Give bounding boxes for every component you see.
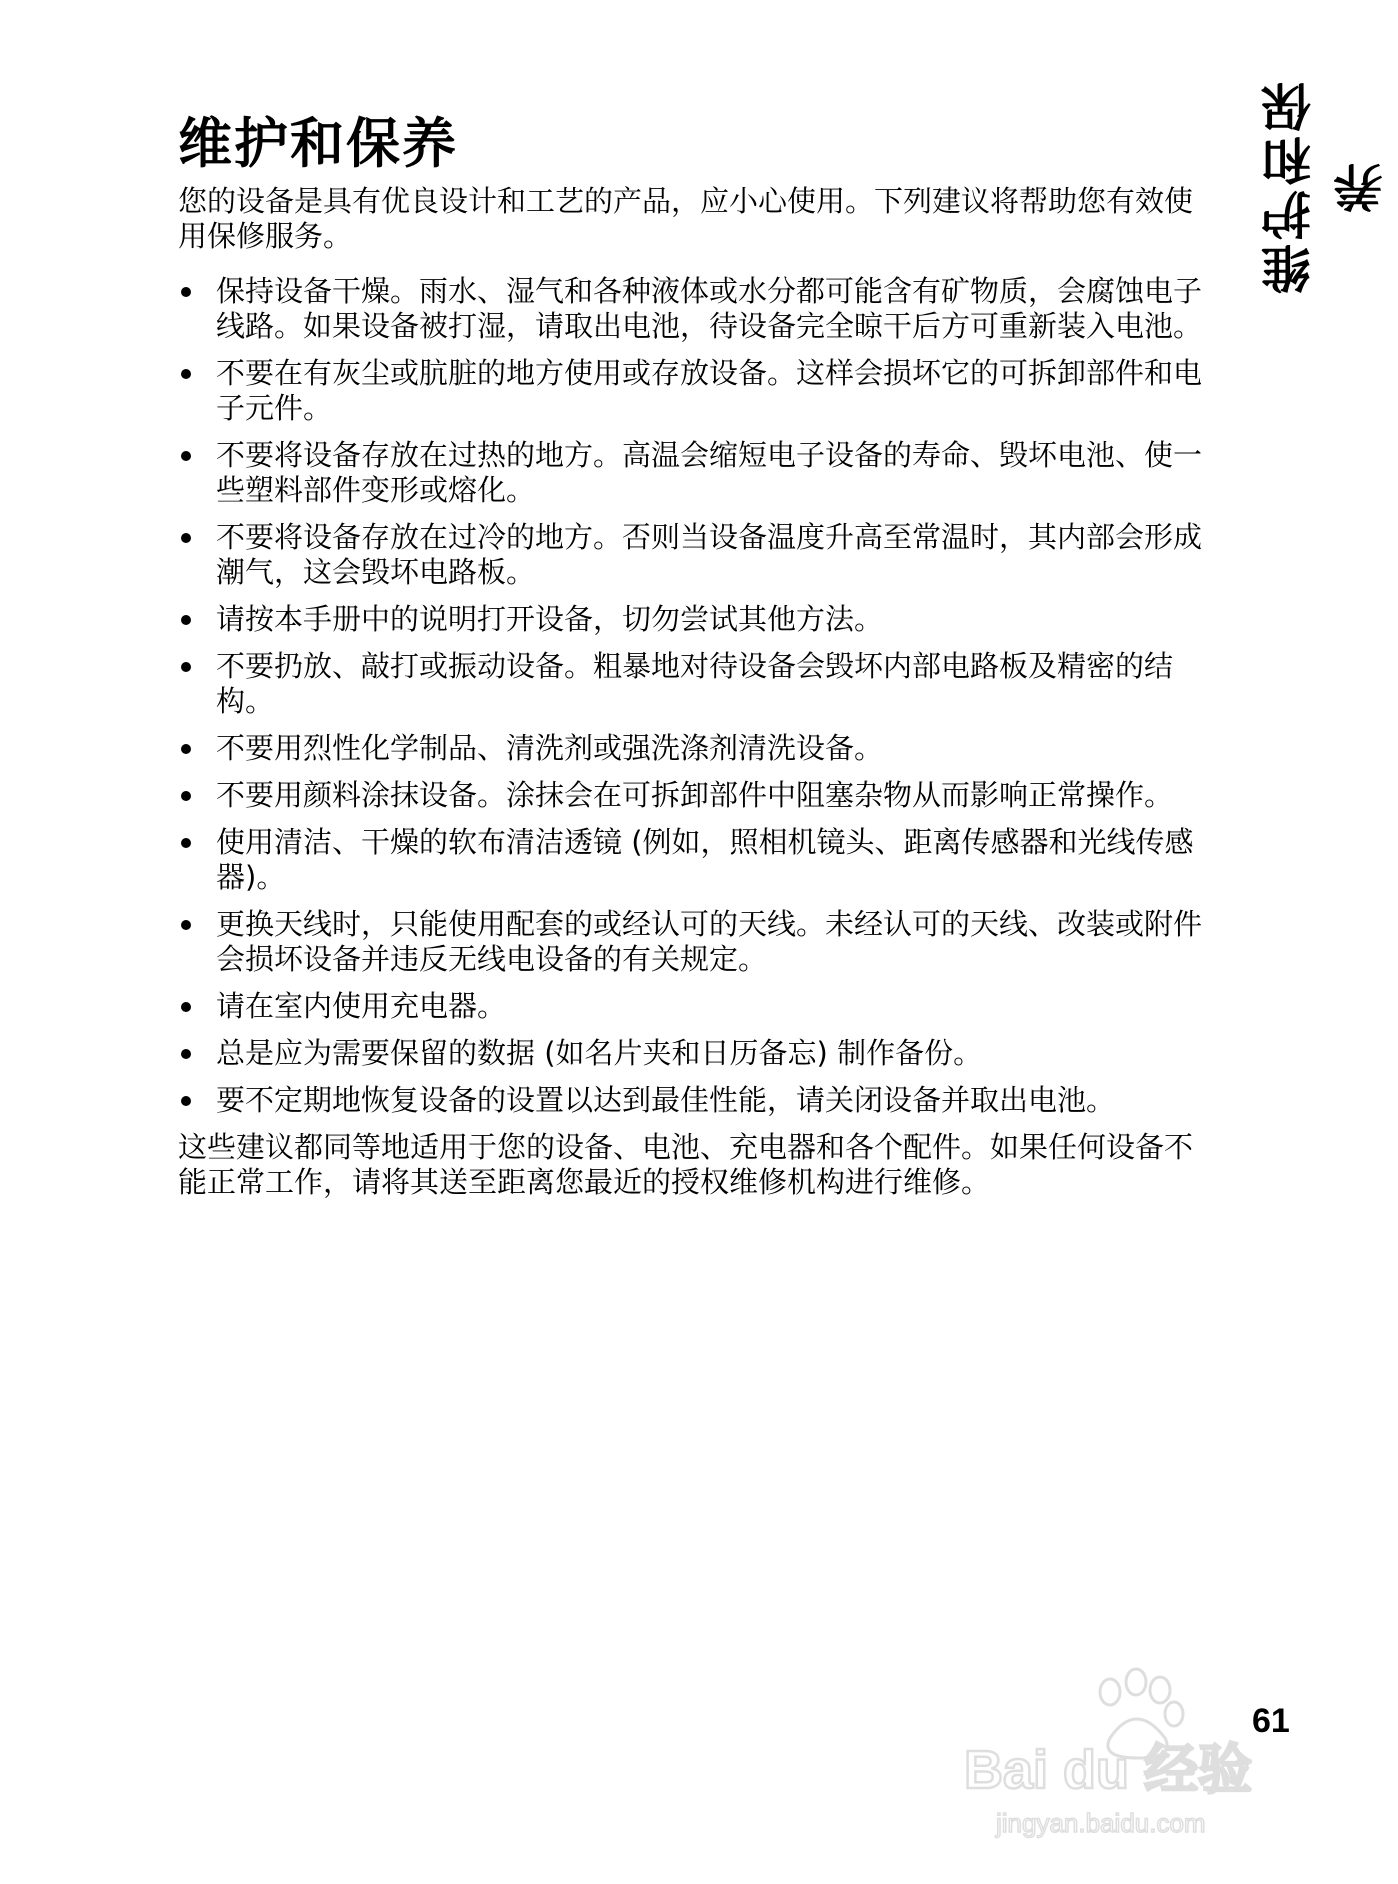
list-item-text: 不要用颜料涂抹设备。涂抹会在可拆卸部件中阻塞杂物从而影响正常操作。 [216,778,1174,812]
list-item [178,989,1210,1024]
paw-icon [960,1660,1300,1840]
bullet-icon [181,615,191,625]
list-item-text: 要不定期地恢复设备的设置以达到最佳性能，请关闭设备并取出电池。 [216,1083,1116,1117]
list-item-text: 不要扔放、敲打或振动设备。粗暴地对待设备会毁坏内部电路板及精密的结构。 [216,649,1174,718]
list-item-text: 不要在有灰尘或肮脏的地方使用或存放设备。这样会损坏它的可拆卸部件和电子元件。 [216,356,1203,425]
list-item [178,825,1210,895]
bullet-icon [181,920,191,930]
page-number: 61 [1252,1702,1290,1740]
main-content [178,184,1210,1200]
bullet-icon [181,1002,191,1012]
bullet-icon [181,662,191,672]
list-item-text: 使用清洁、干燥的软布清洁透镜 (例如，照相机镜头、距离传感器和光线传感器)。 [216,825,1194,894]
baidu-watermark-logo [960,1660,1300,1840]
list-item [178,520,1210,590]
list-item-text: 保持设备干燥。雨水、湿气和各种液体或水分都可能含有矿物质，会腐蚀电子线路。如果设备被打湿，请取出电池，待设备完全晾干后方可重新装入电池。 [216,274,1203,343]
list-item-text: 请按本手册中的说明打开设备，切勿尝试其他方法。 [216,602,884,636]
intro-paragraph: 您的设备是具有优良设计和工艺的产品，应小心使用。下列建议将帮助您有效使用保修服务。 [178,184,1194,253]
bullet-icon [181,287,191,297]
side-tab-title: 维护和保养 [1261,78,1391,294]
watermark-url: jingyan.baidu.com [996,1808,1206,1838]
list-item-text: 不要将设备存放在过热的地方。高温会缩短电子设备的寿命、毁坏电池、使一些塑料部件变形或熔化。 [216,438,1203,507]
care-tips-list [178,274,1210,1118]
bullet-icon [181,451,191,461]
closing-paragraph: 这些建议都同等地适用于您的设备、电池、充电器和各个配件。如果任何设备不能正常工作，请将其送至距离您最近的授权维修机构进行维修。 [178,1130,1194,1199]
bullet-icon [181,791,191,801]
bullet-icon [181,838,191,848]
list-item [178,907,1210,977]
list-item [178,731,1210,766]
list-item-text: 更换天线时，只能使用配套的或经认可的天线。未经认可的天线、改装或附件会损坏设备并违反无线电设备的有关规定。 [216,907,1203,976]
list-item-text: 不要将设备存放在过冷的地方。否则当设备温度升高至常温时，其内部会形成潮气，这会毁坏电路板。 [216,520,1203,589]
bullet-icon [181,533,191,543]
list-item [178,274,1210,344]
list-item [178,1036,1210,1071]
bullet-icon [181,369,191,379]
list-item [178,778,1210,813]
bullet-icon [181,744,191,754]
list-item-text: 不要用烈性化学制品、清洗剂或强洗涤剂清洗设备。 [216,731,884,765]
list-item [178,356,1210,426]
watermark-brand: Bai du 经验 [964,1740,1253,1800]
list-item-text: 请在室内使用充电器。 [216,989,507,1023]
list-item [178,438,1210,508]
list-item-text: 总是应为需要保留的数据 (如名片夹和日历备忘) 制作备份。 [216,1036,983,1070]
list-item [178,649,1210,719]
bullet-icon [181,1049,191,1059]
page-title: 维护和保养 [178,112,458,175]
list-item [178,602,1210,637]
list-item [178,1083,1210,1118]
bullet-icon [181,1096,191,1106]
